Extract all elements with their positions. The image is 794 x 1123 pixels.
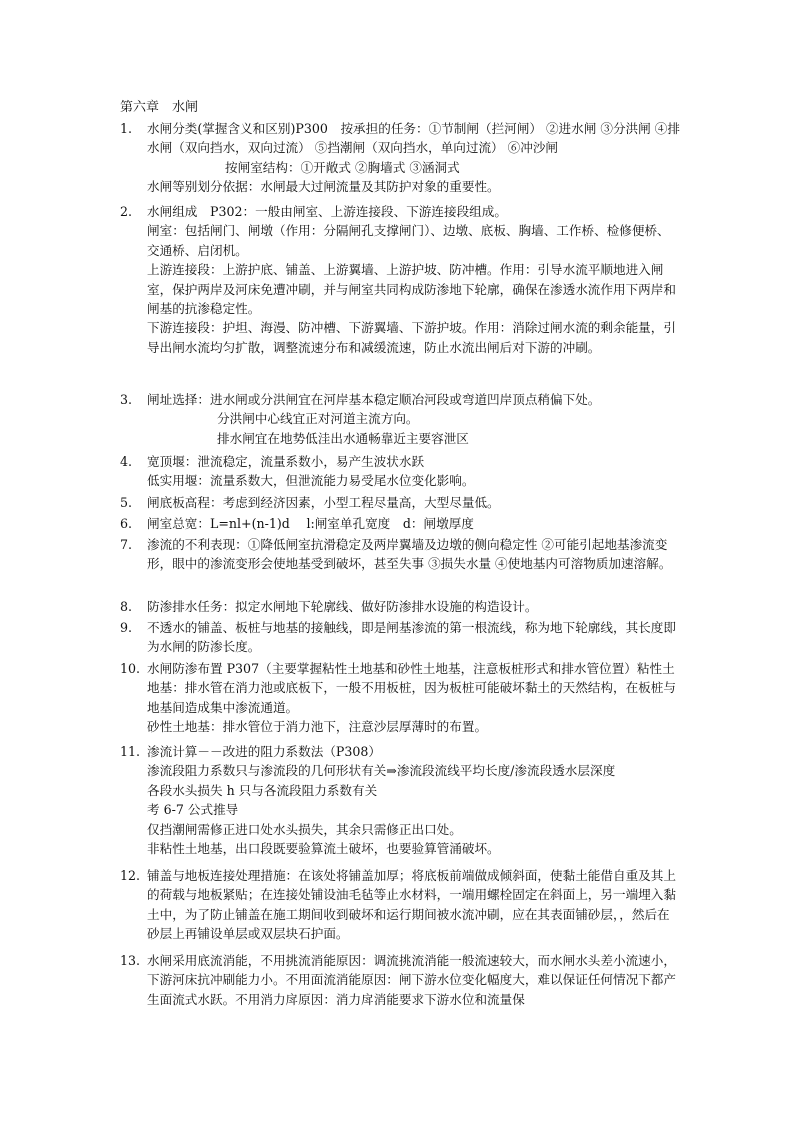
list-item-13 [120, 951, 680, 1009]
item-paragraph: 分洪闸中心线宜正对河道主流方向。 [217, 411, 419, 427]
item-number: 6. [120, 516, 133, 531]
item-paragraph: 水闸防渗布置 P307（主要掌握粘性土地基和砂性土地基，注意板桩形式和排水管位置）粘性土地基：排水管在消力池或底板下，一般不用板桩，因为板桩可能破坏黏土的天然结构，在板桩与地基间造成集中渗流通道。 [147, 661, 676, 715]
item-number: 10. [120, 661, 141, 676]
item-paragraph: 渗流段阻力系数只与渗流段的几何形状有关⇒渗流段流线平均长度/渗流段透水层深度 [147, 763, 616, 779]
item-paragraph: 水闸分类(掌握含义和区别)P300 按承担的任务：①节制闸（拦河闸） ②进水闸 ③分洪闸 ④排水闸（双向挡水，双向过流） ⑤挡潮闸（双向挡水，单向过流） ⑥冲沙闸 [147, 121, 680, 156]
item-number: 4. [120, 454, 133, 469]
item-number: 1. [120, 121, 133, 136]
list-item-10 [120, 659, 680, 737]
list-item-11 [120, 742, 680, 858]
item-paragraph: 水闸等别划分依据：水闸最大过闸流量及其防护对象的重要性。 [147, 179, 500, 195]
chapter-title: 第六章 水闸 [120, 100, 199, 115]
item-paragraph: 排水闸宜在地势低洼出水通畅靠近主要容泄区 [217, 430, 469, 446]
list-item-2 [120, 202, 680, 357]
item-paragraph: 各段水头损失 h 只与各流段阻力系数有关 [147, 782, 378, 798]
item-paragraph: 砂性土地基：排水管位于消力池下，注意沙层厚薄时的布置。 [147, 719, 488, 735]
item-paragraph: 水闸组成 P302：一般由闸室、上游连接段、下游连接段组成。 [147, 204, 507, 219]
list-item-4 [120, 452, 680, 491]
item-paragraph: 按闸室结构：①开敞式 ②胸墙式 ③涵洞式 [225, 159, 460, 175]
list-item-3 [120, 390, 680, 448]
item-paragraph: 低实用堰：流量系数大，但泄流能力易受尾水位变化影响。 [147, 473, 475, 489]
item-number: 2. [120, 204, 133, 219]
item-paragraph: 渗流计算－－改进的阻力系数法（P308） [147, 744, 382, 759]
item-paragraph: 渗流的不利表现：①降低闸室抗滑稳定及两岸翼墙及边墩的侧向稳定性 ②可能引起地基渗流变形，眼中的渗流变形会使地基受到破坏，甚至失事 ③损失水量 ④使地基内可溶物质加速溶解。 [147, 537, 672, 572]
list-item-8 [120, 597, 680, 616]
list-item-9 [120, 618, 680, 657]
item-paragraph: 铺盖与地板连接处理措施：在该处将铺盖加厚；将底板前端做成倾斜面，使黏土能借自重及其上的荷载与地板紧贴；在连接处铺设油毛毡等止水材料，一端用螺栓固定在斜面上，另一端埋入黏土中，为了防止铺盖在施工期间收到破坏和运行期间被水流冲刷，应在其表面铺砂层，，然后在砂层上再铺设单层或双层块石护面。 [147, 868, 676, 942]
item-paragraph: 闸底板高程：考虑到经济因素，小型工程尽量高，大型尽量低。 [147, 495, 500, 510]
list-item-1 [120, 119, 680, 197]
list-item-5 [120, 493, 680, 512]
item-paragraph: 水闸采用底流消能，不用挑流消能原因：调流挑流消能一般流速较大，而水闸水头差小流速小，下游河床抗冲刷能力小。不用面流消能原因：闸下游水位变化幅度大，难以保证任何情况下都产生面流式水跃。不用消力戽原因：消力戽消能要求下游水位和流量保 [147, 953, 676, 1007]
item-paragraph: 考 6-7 公式推导 [147, 802, 239, 818]
item-paragraph: 非粘性土地基，出口段既要验算流土破坏，也要验算管涌破坏。 [147, 841, 500, 857]
item-paragraph: 闸址选择：进水闸或分洪闸宜在河岸基本稳定顺冶河段或弯道凹岸顶点稍偏下处。 [147, 392, 601, 407]
item-paragraph: 闸室：包括闸门、闸墩（作用：分隔闸孔支撑闸门）、边墩、底板、胸墙、工作桥、检修便桥、交通桥、启闭机。 [147, 223, 670, 258]
item-paragraph: 下游连接段：护坦、海漫、防冲槽、下游翼墙、下游护坡。作用：消除过闸水流的剩余能量，引导出闸水流均匀扩散，调整流速分布和减缓流速，防止水流出闸后对下游的冲刷。 [147, 320, 676, 355]
item-number: 3. [120, 392, 133, 407]
item-number: 11. [120, 744, 141, 759]
list-item-7 [120, 535, 680, 574]
item-number: 5. [120, 495, 133, 510]
item-paragraph: 不透水的铺盖、板桩与地基的接触线，即是闸基渗流的第一根流线，称为地下轮廓线，其长度即为水闸的防渗长度。 [147, 620, 676, 655]
item-paragraph: 防渗排水任务：拟定水闸地下轮廓线、做好防渗排水设施的构造设计。 [147, 599, 538, 614]
item-paragraph: 宽顶堰：泄流稳定，流量系数小，易产生波状水跃 [147, 454, 425, 469]
list-item-6 [120, 514, 680, 533]
item-paragraph: 上游连接段：上游护底、铺盖、上游翼墙、上游护坡、防冲槽。作用：引导水流平顺地进入闸室，保护两岸及河床免遭冲刷，并与闸室共同构成防渗地下轮廓，确保在渗透水流作用下两岸和闸基的抗渗稳定性。 [147, 262, 676, 317]
item-paragraph: 闸室总宽：L=nl+(n-1)d l:闸室单孔宽度 d：闸墩厚度 [147, 516, 474, 531]
item-paragraph: 仅挡潮闸需修正进口处水头损失，其余只需修正出口处。 [147, 821, 462, 837]
item-number: 7. [120, 537, 133, 552]
item-number: 8. [120, 599, 133, 614]
list-item-12 [120, 866, 680, 944]
item-number: 9. [120, 620, 133, 635]
item-number: 13. [120, 953, 141, 968]
item-number: 12. [120, 868, 141, 883]
